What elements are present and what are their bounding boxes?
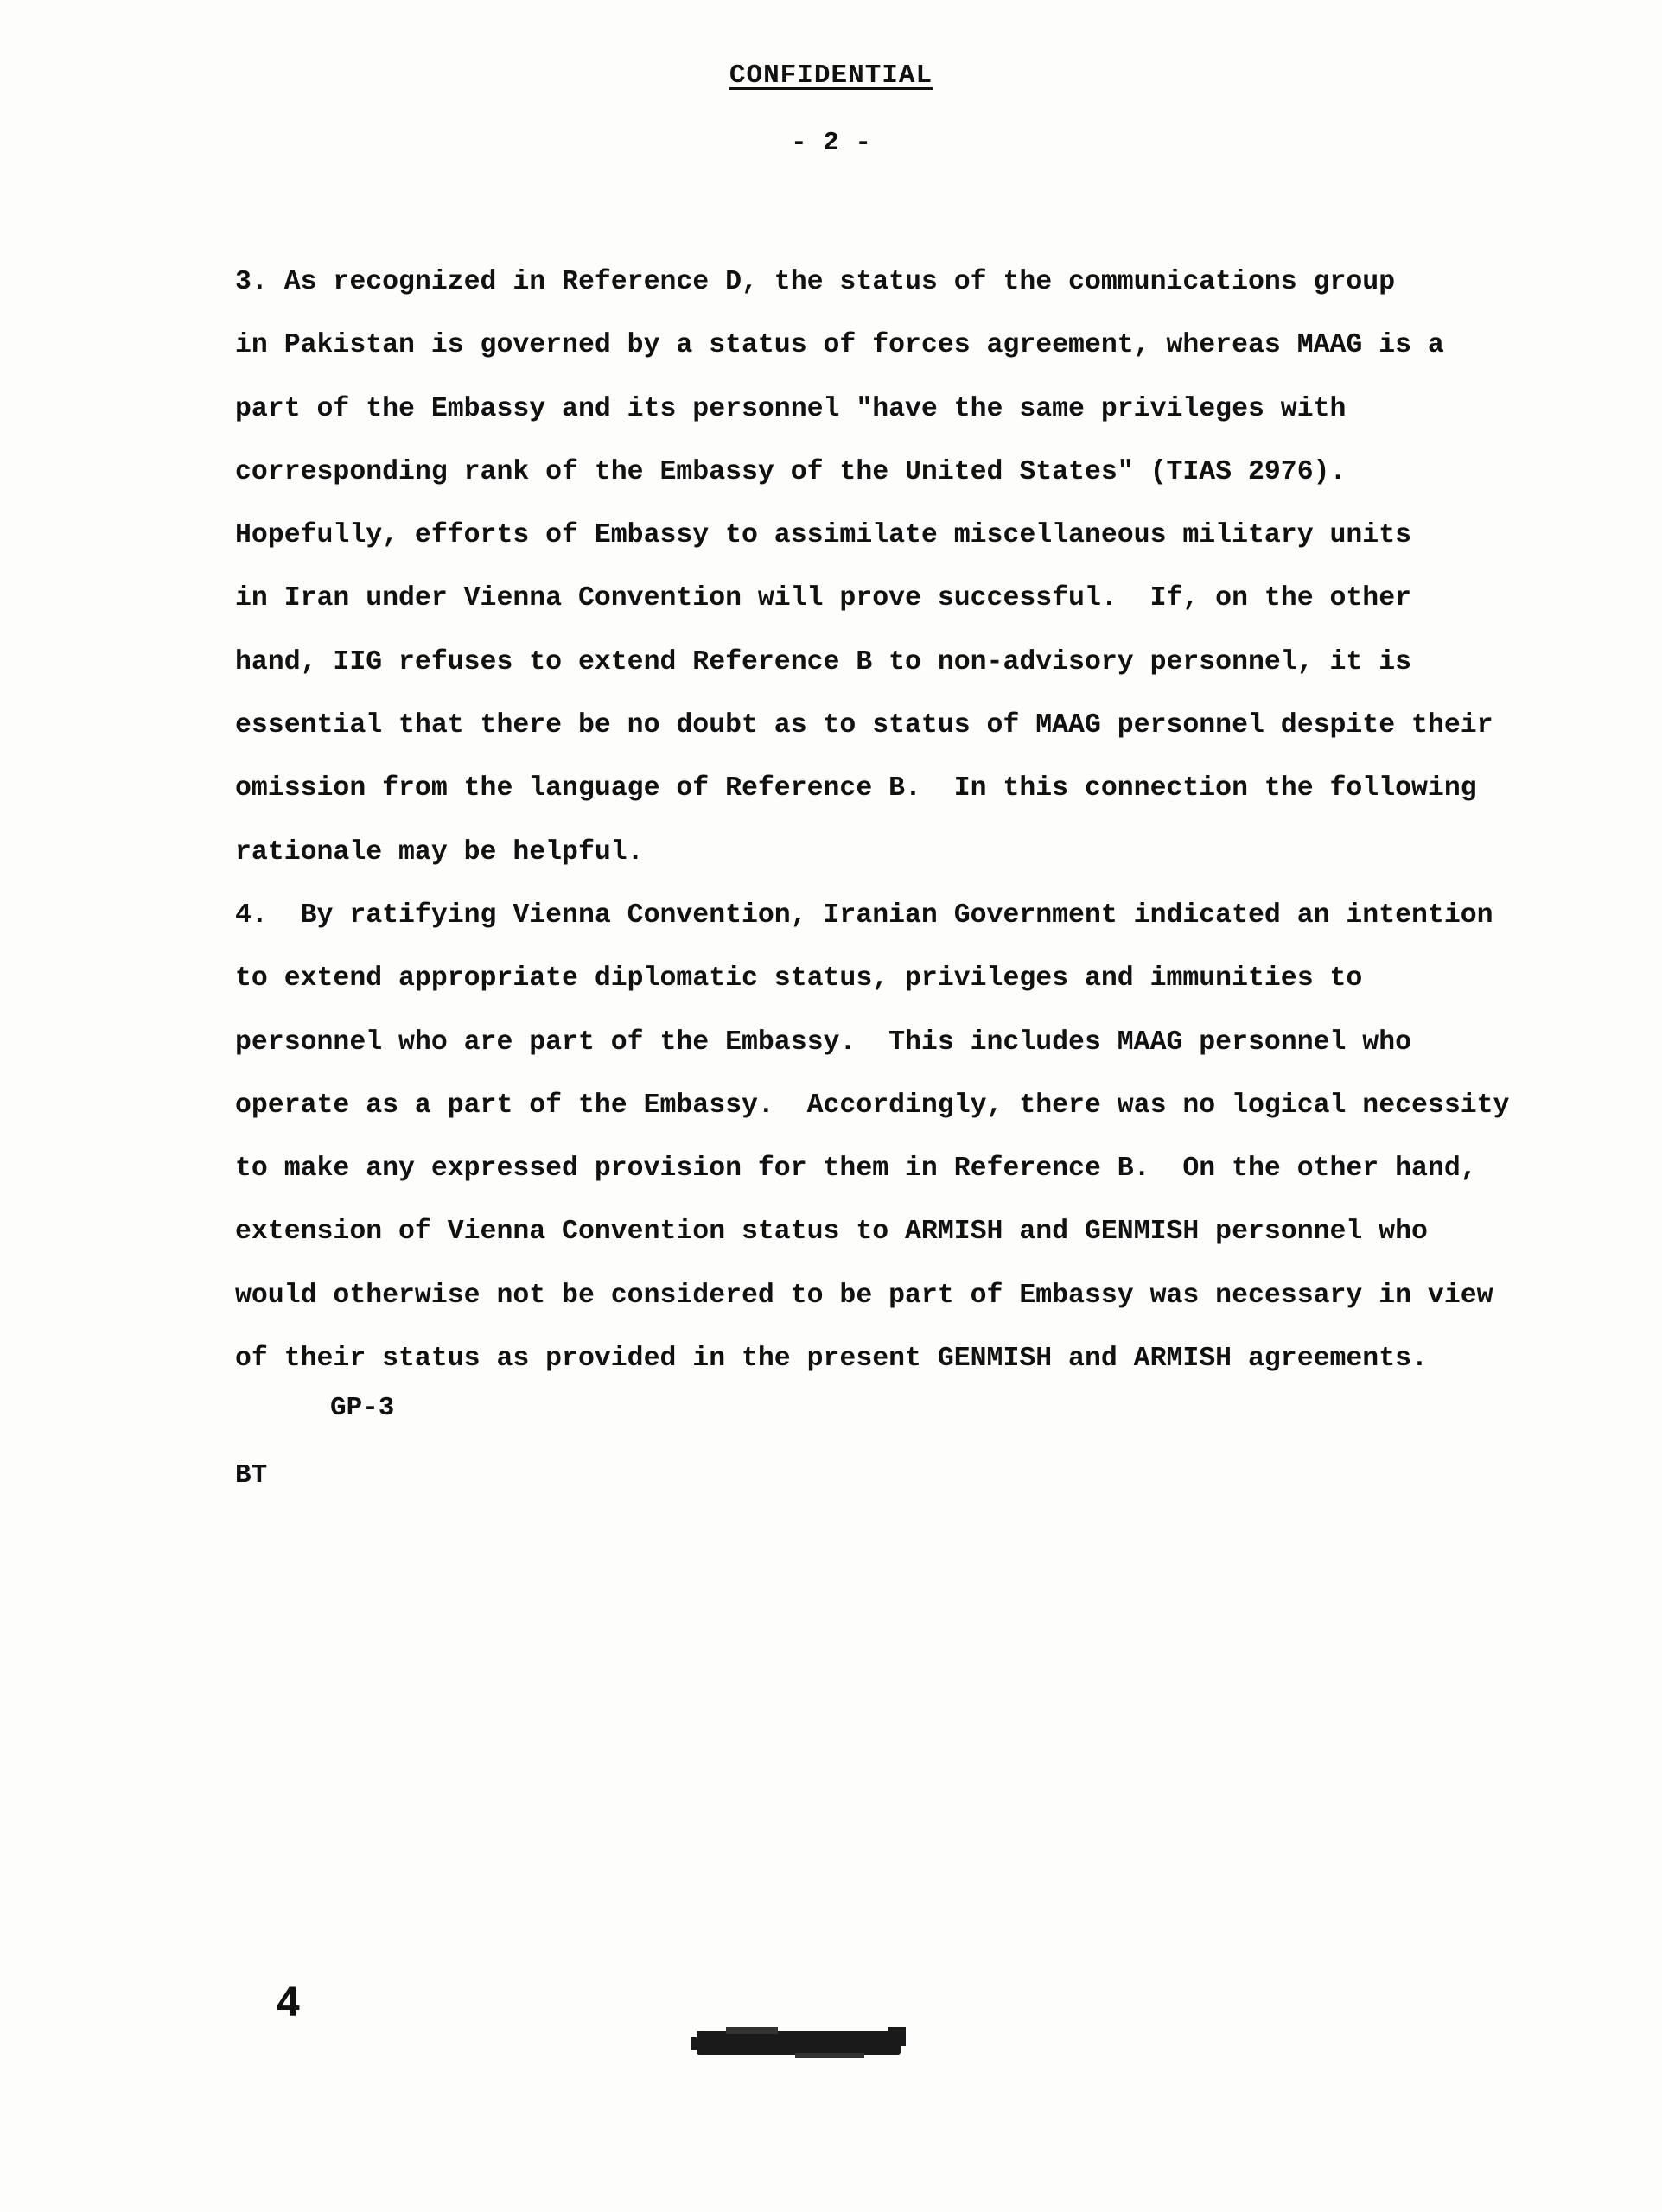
text-line: in Pakistan is governed by a status of forces agreement, whereas MAAG is a — [235, 330, 1444, 361]
page-number: - 2 - — [790, 128, 871, 158]
text-line: 3. As recognized in Reference D, the status of the communications group — [235, 267, 1396, 297]
text-line: would otherwise not be considered to be part of Embassy was necessary in view — [235, 1280, 1493, 1311]
break-marker: BT — [235, 1460, 268, 1491]
text-line: Hopefully, efforts of Embassy to assimilate miscellaneous military units — [235, 520, 1412, 551]
text-line: of their status as provided in the present GENMISH and ARMISH agreements. — [235, 1344, 1428, 1375]
text-line: 4. By ratifying Vienna Convention, Iranian Government indicated an intention — [235, 899, 1493, 931]
folio-number: 4 — [277, 1980, 300, 2025]
text-line: to make any expressed provision for them in Reference B. On the other hand, — [235, 1154, 1477, 1185]
text-line: to extend appropriate diplomatic status, privileges and immunities to — [235, 963, 1363, 995]
classification-header — [0, 60, 1662, 91]
text-line: essential that there be no doubt as to status of MAAG personnel despite their — [235, 710, 1493, 741]
text-line: operate as a part of the Embassy. Accordingly, there was no logical necessity — [235, 1090, 1510, 1121]
group-count: GP-3 — [330, 1393, 395, 1423]
text-line: part of the Embassy and its personnel "have the same privileges with — [235, 393, 1347, 424]
body-text — [235, 251, 1510, 1390]
text-line: rationale may be helpful. — [235, 836, 644, 868]
classification-label: CONFIDENTIAL — [729, 60, 933, 91]
text-line: extension of Vienna Convention status to ARMISH and GENMISH personnel who — [235, 1217, 1428, 1248]
text-line: omission from the language of Reference B. In this connection the following — [235, 773, 1477, 804]
text-line: personnel who are part of the Embassy. This includes MAAG personnel who — [235, 1027, 1412, 1058]
redacted-stamp — [691, 2022, 907, 2062]
text-line: hand, IIG refuses to extend Reference B to non-advisory personnel, it is — [235, 646, 1412, 677]
text-line: corresponding rank of the Embassy of the United States" (TIAS 2976). — [235, 456, 1347, 487]
text-line: in Iran under Vienna Convention will prove successful. If, on the other — [235, 583, 1412, 614]
